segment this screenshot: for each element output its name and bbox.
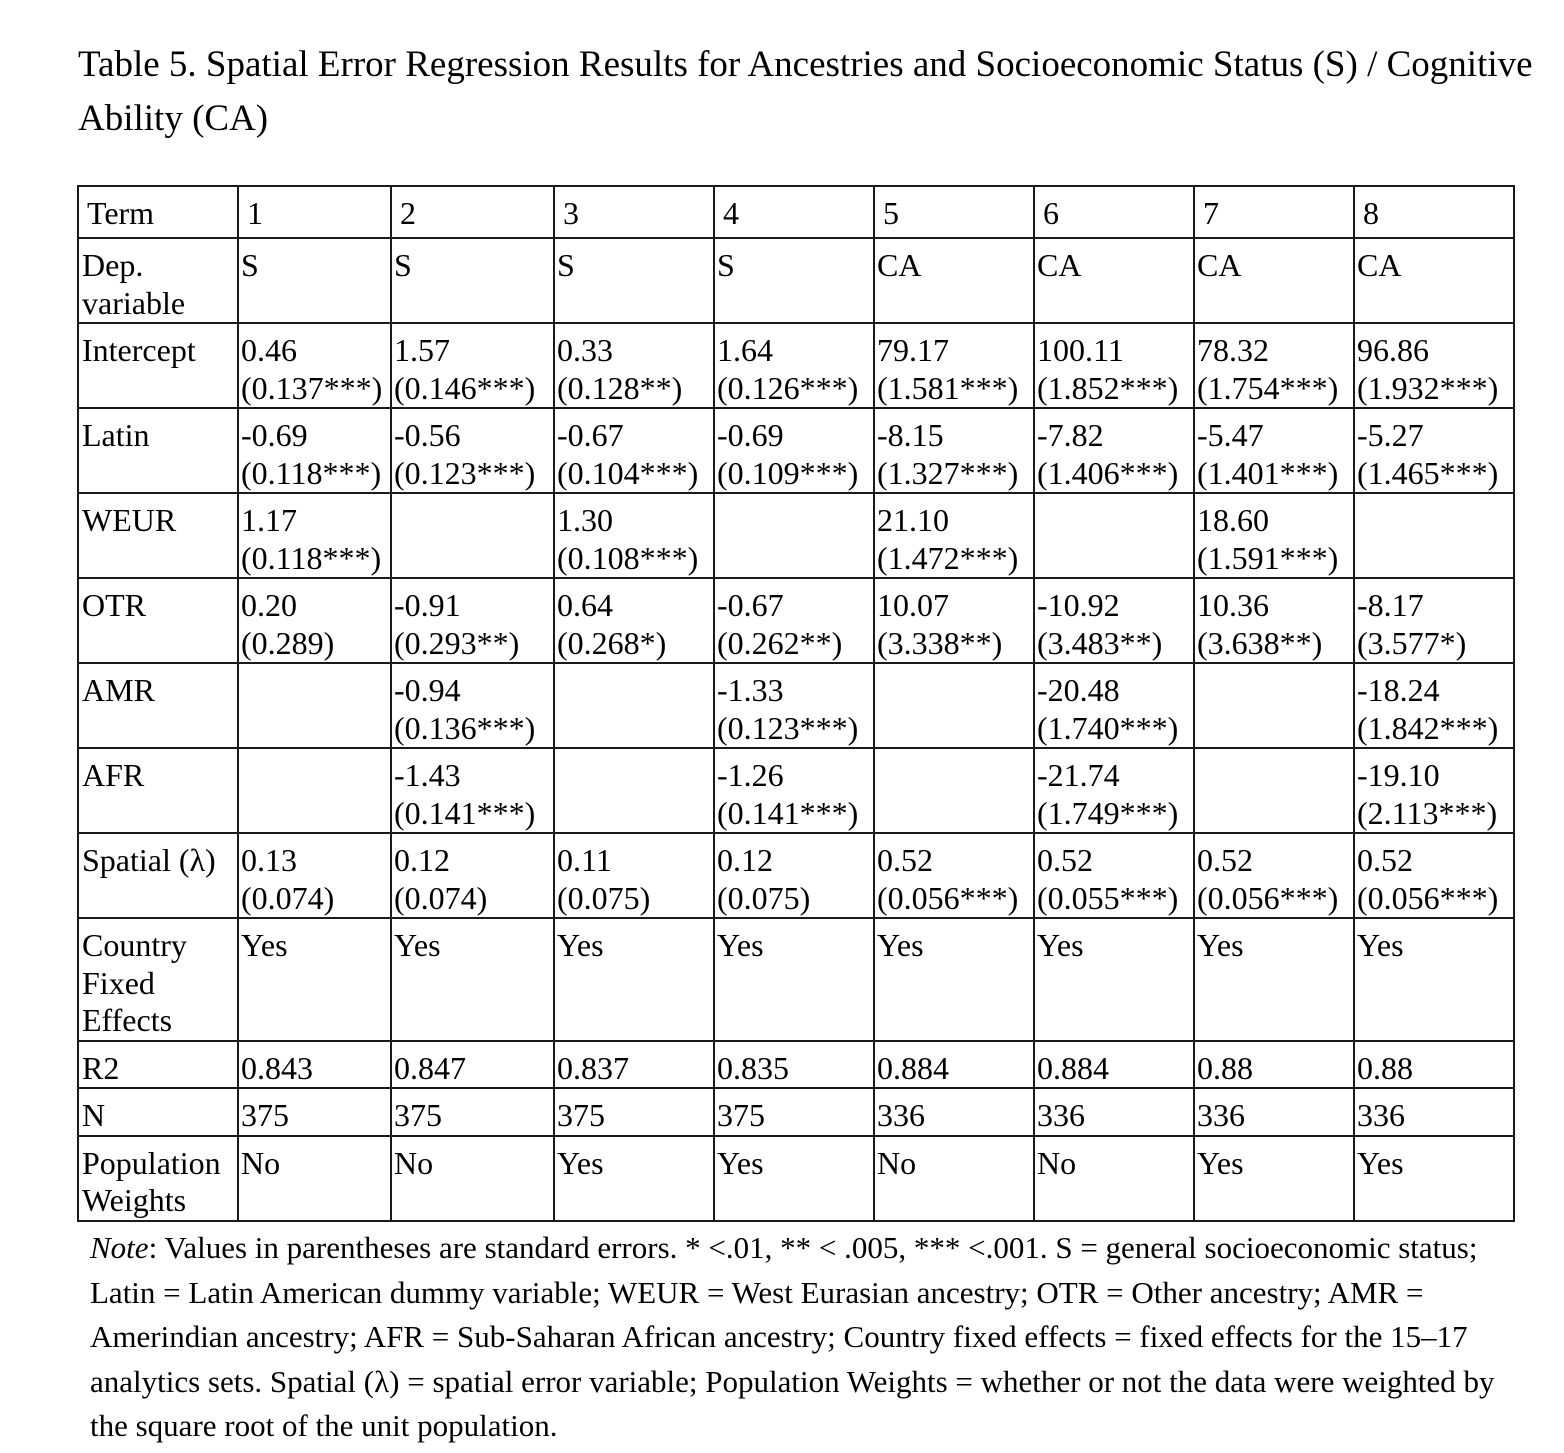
table-header-row xyxy=(78,186,1514,238)
table-cell xyxy=(1194,408,1354,493)
header-model-4: 4 xyxy=(714,186,874,238)
table-row xyxy=(78,578,1514,663)
table-title: Table 5. Spatial Error Regression Results for Ancestries and Socioeconomic Status (S) / Cognitive Ability (CA) xyxy=(78,44,1533,139)
coefficient-value: -10.92 xyxy=(1037,587,1120,623)
table-cell xyxy=(554,493,714,578)
coefficient-value: -1.43 xyxy=(394,757,461,793)
table-cell xyxy=(714,918,874,1041)
table-cell xyxy=(554,1088,714,1136)
table-cell xyxy=(714,1088,874,1136)
coefficient-value: Yes xyxy=(1197,927,1244,963)
table-cell xyxy=(554,833,714,918)
table-cell xyxy=(238,578,391,663)
row-term-label xyxy=(78,1041,238,1089)
table-cell xyxy=(391,1136,554,1221)
table-cell xyxy=(391,323,554,408)
standard-error-value: (3.638**) xyxy=(1197,624,1323,661)
table-cell xyxy=(1354,238,1514,323)
table-cell xyxy=(554,238,714,323)
standard-error-value: (1.842***) xyxy=(1357,709,1499,746)
table-cell xyxy=(874,1041,1034,1089)
coefficient-value: -8.15 xyxy=(877,417,944,453)
standard-error-value: (0.109***) xyxy=(717,454,859,491)
table-cell xyxy=(714,1136,874,1221)
standard-error-value: (0.074) xyxy=(394,879,488,916)
table-cell xyxy=(874,1088,1034,1136)
table-cell xyxy=(391,833,554,918)
standard-error-value: (0.123***) xyxy=(394,454,536,491)
coefficient-value: CA xyxy=(877,247,922,283)
coefficient-value: No xyxy=(394,1144,434,1181)
coefficient-value: Yes xyxy=(1357,1144,1404,1181)
standard-error-value: (0.056***) xyxy=(877,879,1019,916)
coefficient-value: 0.884 xyxy=(877,1049,949,1086)
table-cell xyxy=(238,323,391,408)
row-term-label xyxy=(78,323,238,408)
row-term-label xyxy=(78,578,238,663)
standard-error-value: (0.075) xyxy=(557,879,651,916)
table-cell xyxy=(1194,1041,1354,1089)
table-cell xyxy=(554,1041,714,1089)
table-row xyxy=(78,918,1514,1041)
standard-error-value: (3.577*) xyxy=(1357,624,1467,661)
table-cell xyxy=(1034,578,1194,663)
coefficient-value: 375 xyxy=(241,1097,289,1133)
table-cell xyxy=(1354,833,1514,918)
table-cell xyxy=(874,833,1034,918)
coefficient-value: -5.47 xyxy=(1197,417,1264,453)
table-cell xyxy=(238,663,391,748)
coefficient-value: Yes xyxy=(717,927,764,963)
table-cell xyxy=(1034,238,1194,323)
standard-error-value: (0.074) xyxy=(241,879,335,916)
coefficient-value: -0.94 xyxy=(394,672,461,708)
table-cell xyxy=(1194,663,1354,748)
coefficient-value: 1.30 xyxy=(557,502,613,538)
coefficient-value: Yes xyxy=(877,927,924,963)
table-cell xyxy=(238,833,391,918)
table-cell xyxy=(391,578,554,663)
coefficient-value: 0.12 xyxy=(394,842,450,878)
row-term-label xyxy=(78,408,238,493)
table-cell xyxy=(1034,918,1194,1041)
coefficient-value: Yes xyxy=(1197,1144,1244,1181)
coefficient-value: 0.52 xyxy=(1037,842,1093,878)
table-cell xyxy=(714,323,874,408)
coefficient-value: 79.17 xyxy=(877,332,949,368)
term-line: R2 xyxy=(82,1049,120,1086)
table-cell xyxy=(391,408,554,493)
coefficient-value: CA xyxy=(1357,247,1402,283)
table-cell xyxy=(554,578,714,663)
standard-error-value: (1.406***) xyxy=(1037,454,1179,491)
table-cell xyxy=(1034,408,1194,493)
standard-error-value: (0.126***) xyxy=(717,369,859,406)
standard-error-value: (3.483**) xyxy=(1037,624,1163,661)
table-cell xyxy=(1354,493,1514,578)
table-cell xyxy=(1354,918,1514,1041)
coefficient-value: 0.13 xyxy=(241,842,297,878)
coefficient-value: -20.48 xyxy=(1037,672,1120,708)
coefficient-value: 336 xyxy=(877,1097,925,1133)
standard-error-value: (0.146***) xyxy=(394,369,536,406)
row-term-label xyxy=(78,238,238,323)
term-line: Effects xyxy=(82,1002,173,1038)
header-term: Term xyxy=(78,186,238,238)
coefficient-value: CA xyxy=(1037,247,1082,283)
coefficient-value: -0.67 xyxy=(557,417,624,453)
table-cell xyxy=(238,238,391,323)
coefficient-value: -21.74 xyxy=(1037,757,1120,793)
table-row xyxy=(78,748,1514,833)
coefficient-value: -0.69 xyxy=(241,417,308,453)
term-line: Weights xyxy=(82,1182,187,1218)
table-cell xyxy=(874,748,1034,833)
standard-error-value: (0.289) xyxy=(241,624,335,661)
standard-error-value: (0.262**) xyxy=(717,624,843,661)
term-line: Dep. xyxy=(82,247,144,283)
coefficient-value: -0.91 xyxy=(394,587,461,623)
standard-error-value: (0.104***) xyxy=(557,454,699,491)
table-cell xyxy=(391,1088,554,1136)
table-cell xyxy=(1034,1041,1194,1089)
coefficient-value: Yes xyxy=(394,927,441,963)
table-cell xyxy=(874,238,1034,323)
term-line: Spatial (λ) xyxy=(82,842,216,878)
table-cell xyxy=(874,663,1034,748)
standard-error-value: (0.056***) xyxy=(1197,879,1339,916)
table-cell xyxy=(874,578,1034,663)
row-term-label xyxy=(78,833,238,918)
table-cell xyxy=(1034,323,1194,408)
coefficient-value: 1.64 xyxy=(717,332,773,368)
coefficient-value: 336 xyxy=(1037,1097,1085,1133)
coefficient-value: Yes xyxy=(557,1144,604,1181)
table-cell xyxy=(554,323,714,408)
table-cell xyxy=(714,833,874,918)
term-line: Latin xyxy=(82,417,150,453)
table-row xyxy=(78,1041,1514,1089)
table-cell xyxy=(391,1041,554,1089)
table-cell xyxy=(1354,1041,1514,1089)
row-term-label xyxy=(78,918,238,1041)
standard-error-value: (0.123***) xyxy=(717,709,859,746)
coefficient-value: S xyxy=(557,247,575,283)
header-model-2: 2 xyxy=(391,186,554,238)
coefficient-value: 0.46 xyxy=(241,332,297,368)
standard-error-value: (0.268*) xyxy=(557,624,667,661)
standard-error-value: (1.327***) xyxy=(877,454,1019,491)
coefficient-value: -19.10 xyxy=(1357,757,1440,793)
standard-error-value: (0.075) xyxy=(717,879,811,916)
table-row xyxy=(78,1088,1514,1136)
coefficient-value: 10.07 xyxy=(877,587,949,623)
table-cell xyxy=(714,1041,874,1089)
coefficient-value: -7.82 xyxy=(1037,417,1104,453)
table-cell xyxy=(391,663,554,748)
coefficient-value: 0.33 xyxy=(557,332,613,368)
standard-error-value: (0.293**) xyxy=(394,624,520,661)
coefficient-value: 96.86 xyxy=(1357,332,1429,368)
table-row xyxy=(78,323,1514,408)
coefficient-value: 1.17 xyxy=(241,502,297,538)
coefficient-value: -0.56 xyxy=(394,417,461,453)
coefficient-value: 0.52 xyxy=(1197,842,1253,878)
table-cell xyxy=(874,918,1034,1041)
table-row xyxy=(78,833,1514,918)
note-text: : Values in parentheses are standard errors. * <.01, ** < .005, *** <.001. S = general socioeconomic status; Latin = Latin American dummy variable; WEUR = West Eurasian ancestry; OTR = Other ancestry; AMR = Amerindian ancestry; AFR = Sub-Saharan African ancestry; Country fixed effects = fixed effects for the 15–17 analytics sets. Spatial (λ) = spatial error variable; Population Weights = whether or not the data were weighted by the square root of the unit population. xyxy=(90,1230,1495,1443)
standard-error-value: (1.472***) xyxy=(877,539,1019,576)
standard-error-value: (0.108***) xyxy=(557,539,699,576)
row-term-label xyxy=(78,663,238,748)
coefficient-value: 0.847 xyxy=(394,1049,466,1086)
coefficient-value: Yes xyxy=(1037,927,1084,963)
coefficient-value: -5.27 xyxy=(1357,417,1424,453)
table-cell xyxy=(238,918,391,1041)
table-cell xyxy=(554,1136,714,1221)
standard-error-value: (1.465***) xyxy=(1357,454,1499,491)
standard-error-value: (0.136***) xyxy=(394,709,536,746)
table-cell xyxy=(391,238,554,323)
table-cell xyxy=(1034,1088,1194,1136)
coefficient-value: Yes xyxy=(241,927,288,963)
table-cell xyxy=(1194,833,1354,918)
table-cell xyxy=(391,918,554,1041)
standard-error-value: (1.932***) xyxy=(1357,369,1499,406)
standard-error-value: (0.118***) xyxy=(241,539,382,576)
table-cell xyxy=(554,748,714,833)
coefficient-value: 375 xyxy=(394,1097,442,1133)
table-row xyxy=(78,408,1514,493)
table-cell xyxy=(554,408,714,493)
table-cell xyxy=(1194,1088,1354,1136)
note-label: Note xyxy=(90,1230,149,1265)
table-row xyxy=(78,238,1514,323)
coefficient-value: 1.57 xyxy=(394,332,450,368)
term-line: Population xyxy=(82,1144,221,1181)
coefficient-value: 100.11 xyxy=(1037,332,1124,368)
coefficient-value: 18.60 xyxy=(1197,502,1269,538)
standard-error-value: (2.113***) xyxy=(1357,794,1498,831)
standard-error-value: (1.852***) xyxy=(1037,369,1179,406)
term-line: AMR xyxy=(82,672,155,708)
coefficient-value: 375 xyxy=(557,1097,605,1133)
table-cell xyxy=(391,748,554,833)
coefficient-value: 78.32 xyxy=(1197,332,1269,368)
table-cell xyxy=(238,493,391,578)
coefficient-value: 0.837 xyxy=(557,1049,629,1086)
term-line: OTR xyxy=(82,587,146,623)
row-term-label xyxy=(78,1136,238,1221)
coefficient-value: 0.52 xyxy=(877,842,933,878)
standard-error-value: (0.118***) xyxy=(241,454,382,491)
coefficient-value: 0.88 xyxy=(1357,1049,1413,1086)
standard-error-value: (0.141***) xyxy=(394,794,536,831)
term-line: N xyxy=(82,1097,106,1133)
coefficient-value: 0.835 xyxy=(717,1049,789,1086)
coefficient-value: 0.12 xyxy=(717,842,773,878)
standard-error-value: (0.141***) xyxy=(717,794,859,831)
table-note xyxy=(90,1226,1530,1449)
header-model-3: 3 xyxy=(554,186,714,238)
header-model-5: 5 xyxy=(874,186,1034,238)
header-model-1: 1 xyxy=(238,186,391,238)
term-line: AFR xyxy=(82,757,145,793)
table-row xyxy=(78,663,1514,748)
coefficient-value: -1.33 xyxy=(717,672,784,708)
table-cell xyxy=(714,578,874,663)
coefficient-value: -0.69 xyxy=(717,417,784,453)
table-cell xyxy=(1194,748,1354,833)
table-cell xyxy=(1194,578,1354,663)
table-cell xyxy=(1354,748,1514,833)
coefficient-value: 0.843 xyxy=(241,1049,313,1086)
table-cell xyxy=(1194,493,1354,578)
table-cell xyxy=(1194,1136,1354,1221)
coefficient-value: 375 xyxy=(717,1097,765,1133)
table-cell xyxy=(1194,323,1354,408)
table-cell xyxy=(714,493,874,578)
standard-error-value: (1.754***) xyxy=(1197,369,1339,406)
table-cell xyxy=(238,408,391,493)
coefficient-value: Yes xyxy=(557,927,604,963)
table-cell xyxy=(1194,238,1354,323)
coefficient-value: 21.10 xyxy=(877,502,949,538)
term-line: Fixed xyxy=(82,964,155,1001)
table-cell xyxy=(874,323,1034,408)
standard-error-value: (1.591***) xyxy=(1197,539,1339,576)
standard-error-value: (1.581***) xyxy=(877,369,1019,406)
table-cell xyxy=(1354,323,1514,408)
standard-error-value: (1.740***) xyxy=(1037,709,1179,746)
coefficient-value: 0.11 xyxy=(557,842,612,878)
table-cell xyxy=(238,1041,391,1089)
coefficient-value: No xyxy=(1037,1144,1077,1181)
table-cell xyxy=(238,1136,391,1221)
table-cell xyxy=(1354,1088,1514,1136)
coefficient-value: 0.884 xyxy=(1037,1049,1109,1086)
standard-error-value: (1.401***) xyxy=(1197,454,1339,491)
table-cell xyxy=(1034,1136,1194,1221)
coefficient-value: 0.88 xyxy=(1197,1049,1253,1086)
coefficient-value: -18.24 xyxy=(1357,672,1440,708)
table-cell xyxy=(238,748,391,833)
coefficient-value: Yes xyxy=(717,1144,764,1181)
term-line: Intercept xyxy=(82,332,196,368)
table-cell xyxy=(554,918,714,1041)
coefficient-value: Yes xyxy=(1357,927,1404,963)
table-cell xyxy=(1354,663,1514,748)
coefficient-value: S xyxy=(241,247,259,283)
coefficient-value: -0.67 xyxy=(717,587,784,623)
coefficient-value: -1.26 xyxy=(717,757,784,793)
table-cell xyxy=(1354,1136,1514,1221)
table-cell xyxy=(874,1136,1034,1221)
term-line: Country xyxy=(82,927,187,963)
coefficient-value: 0.64 xyxy=(557,587,613,623)
regression-results-table xyxy=(77,185,1515,1222)
coefficient-value: 336 xyxy=(1197,1097,1245,1133)
table-cell xyxy=(1034,493,1194,578)
coefficient-value: No xyxy=(877,1144,917,1181)
table-cell xyxy=(874,493,1034,578)
standard-error-value: (0.056***) xyxy=(1357,879,1499,916)
table-cell xyxy=(714,663,874,748)
coefficient-value: 0.52 xyxy=(1357,842,1413,878)
row-term-label xyxy=(78,748,238,833)
coefficient-value: 10.36 xyxy=(1197,587,1269,623)
table-cell xyxy=(1034,663,1194,748)
standard-error-value: (1.749***) xyxy=(1037,794,1179,831)
table-cell xyxy=(1194,918,1354,1041)
coefficient-value: 336 xyxy=(1357,1097,1405,1133)
table-cell xyxy=(714,408,874,493)
table-cell xyxy=(391,493,554,578)
table-cell xyxy=(1354,408,1514,493)
header-model-8: 8 xyxy=(1354,186,1514,238)
row-term-label xyxy=(78,493,238,578)
row-term-label xyxy=(78,1088,238,1136)
table-cell xyxy=(1034,833,1194,918)
standard-error-value: (0.137***) xyxy=(241,369,383,406)
header-model-7: 7 xyxy=(1194,186,1354,238)
table-row xyxy=(78,493,1514,578)
coefficient-value: No xyxy=(241,1144,281,1181)
term-line: WEUR xyxy=(82,502,177,538)
standard-error-value: (0.128**) xyxy=(557,369,683,406)
coefficient-value: S xyxy=(394,247,412,283)
coefficient-value: -8.17 xyxy=(1357,587,1424,623)
table-cell xyxy=(874,408,1034,493)
table-cell xyxy=(554,663,714,748)
coefficient-value: S xyxy=(717,247,735,283)
table-cell xyxy=(714,238,874,323)
standard-error-value: (0.055***) xyxy=(1037,879,1179,916)
header-model-6: 6 xyxy=(1034,186,1194,238)
table-cell xyxy=(714,748,874,833)
coefficient-value: CA xyxy=(1197,247,1242,283)
term-line: variable xyxy=(82,284,186,321)
table-cell xyxy=(1034,748,1194,833)
standard-error-value: (3.338**) xyxy=(877,624,1003,661)
table-row xyxy=(78,1136,1514,1221)
coefficient-value: 0.20 xyxy=(241,587,297,623)
table-cell xyxy=(238,1088,391,1136)
table-cell xyxy=(1354,578,1514,663)
